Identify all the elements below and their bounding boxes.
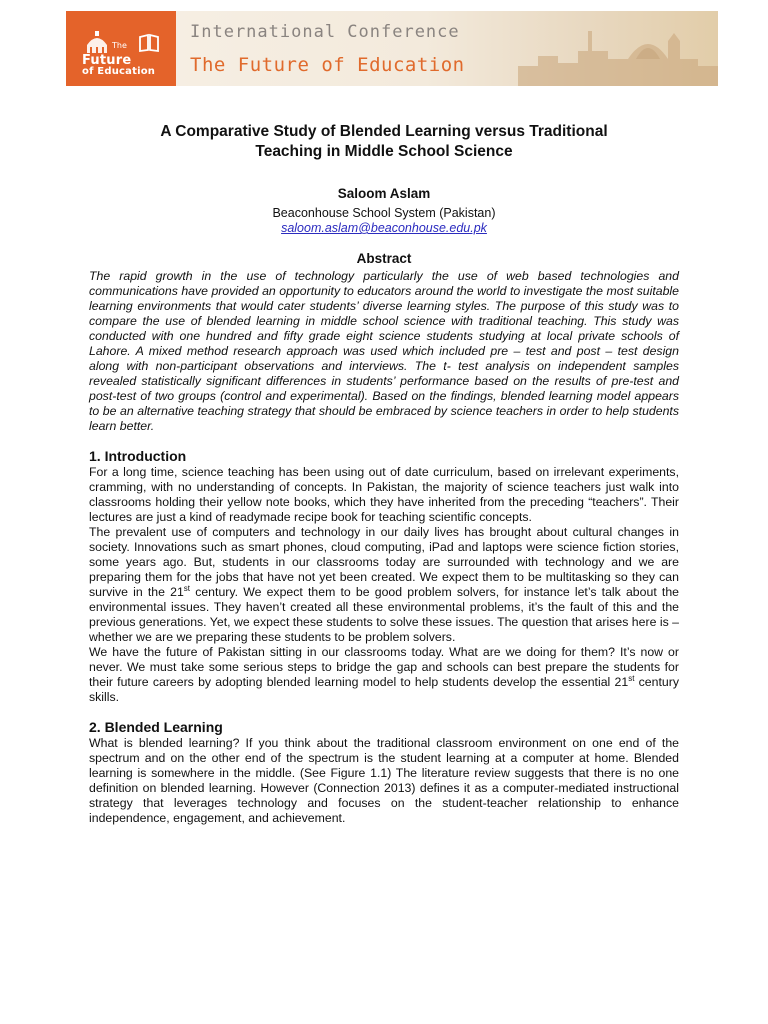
book-icon xyxy=(138,33,160,53)
section-2-heading: 2. Blended Learning xyxy=(89,719,223,735)
conference-label: International Conference xyxy=(190,22,460,42)
conference-logo xyxy=(66,11,176,86)
author-affiliation: Beaconhouse School System (Pakistan) xyxy=(272,206,496,220)
author-email-link[interactable]: saloom.aslam@beaconhouse.edu.pk xyxy=(281,221,487,235)
logo-the-text: The xyxy=(112,41,127,50)
paper-title xyxy=(89,122,679,162)
section-1-paragraph-3 xyxy=(89,645,679,705)
paragraph-2-text-b: century. We expect them to be good problem solvers, for instance let’s talk about the environmental issues. They haven’t created all these environmental problems, it’s the fault of this and the previous generations. Yet, we expect these students to solve these issues. The question that arises here is –whether we are we preparing these students to be problem solvers. xyxy=(89,585,680,644)
abstract-text: The rapid growth in the use of technology particularly the use of web based technologies and communications have provided an opportunity to educators around the world to investigate the most suitable learning environments that would cater students’ diverse learning styles. The purpose of this study was to compare the use of blended learning in middle school science with traditional teaching. This study was conducted with one hundred and fifty grade eight science students studying at local private schools of Lahore. A mixed method research approach was used which included pre – test and post – test design along with non-participant observations and interviews. The t- test analysis on independent samples revealed statistically significant differences in students’ performance based on the results of pre-test and post-test of two groups (control and experimental). Based on the findings, blended learning model appears to be an alternative teaching strategy that should be embraced by science teachers in order to help students learn better. xyxy=(89,269,679,433)
superscript-st: st xyxy=(628,673,635,683)
logo-line-future: Future xyxy=(82,53,132,68)
conference-name: The Future of Education xyxy=(190,54,465,76)
paper-title-line1: A Comparative Study of Blended Learning versus Traditional xyxy=(160,123,608,140)
florence-skyline-image xyxy=(518,11,718,86)
abstract-heading: Abstract xyxy=(356,251,412,266)
logo-line-education: of Education xyxy=(82,66,156,77)
paragraph-3-text-b: century skills. xyxy=(89,675,679,704)
author-name: Saloom Aslam xyxy=(337,186,431,201)
paper-body xyxy=(89,118,679,826)
section-2-paragraph-1: What is blended learning? If you think about the traditional classroom environment on one end of the spectrum and on the other end of the spectrum is the student learning at a computer at home. Blended learning is somewhere in the middle. (See Figure 1.1) The literature review suggests that there is no one definition on blended learning. However (Connection 2013) defines it as a computer-mediated instructional strategy that leverages technology and focuses on the student-teacher relationship to enhance independence, engagement, and achievement. xyxy=(89,736,679,825)
section-1-paragraph-1: For a long time, science teaching has been using out of date curriculum, based on irrelevant experiments, cramming, with no understanding of concepts. In Pakistan, the majority of science teachers just walk into classrooms holding their yellow note books, which they have inherited from the preceding “teachers”. Their lectures are just a kind of readymade recipe book for teaching scientific concepts. xyxy=(89,465,679,524)
paragraph-3-text-a: We have the future of Pakistan sitting in our classrooms today. What are we doing for them? It’s now or never. We must take some serious steps to bridge the gap and schools can best prepare the students for their future careers by adopting blended learning model to help students develop the essential 21 xyxy=(89,645,679,689)
logo-text xyxy=(82,55,155,77)
paper-title-line2: Teaching in Middle School Science xyxy=(255,143,513,160)
superscript-st: st xyxy=(183,583,191,593)
section-1-paragraph-2 xyxy=(89,525,679,645)
dome-icon xyxy=(84,29,110,55)
conference-banner xyxy=(66,11,718,86)
paragraph-2-text-a: The prevalent use of computers and technology in our daily lives has brought about cultural changes in society. Innovations such as smart phones, cloud computing, iPad and laptops were science fiction stories, some years ago. But, students in our classrooms today are surrounded with technology and we are preparing them for the jobs that have not yet been created. We expect them to be multitasking so they can survive in the 21 xyxy=(89,525,679,599)
section-1-heading: 1. Introduction xyxy=(89,448,187,464)
